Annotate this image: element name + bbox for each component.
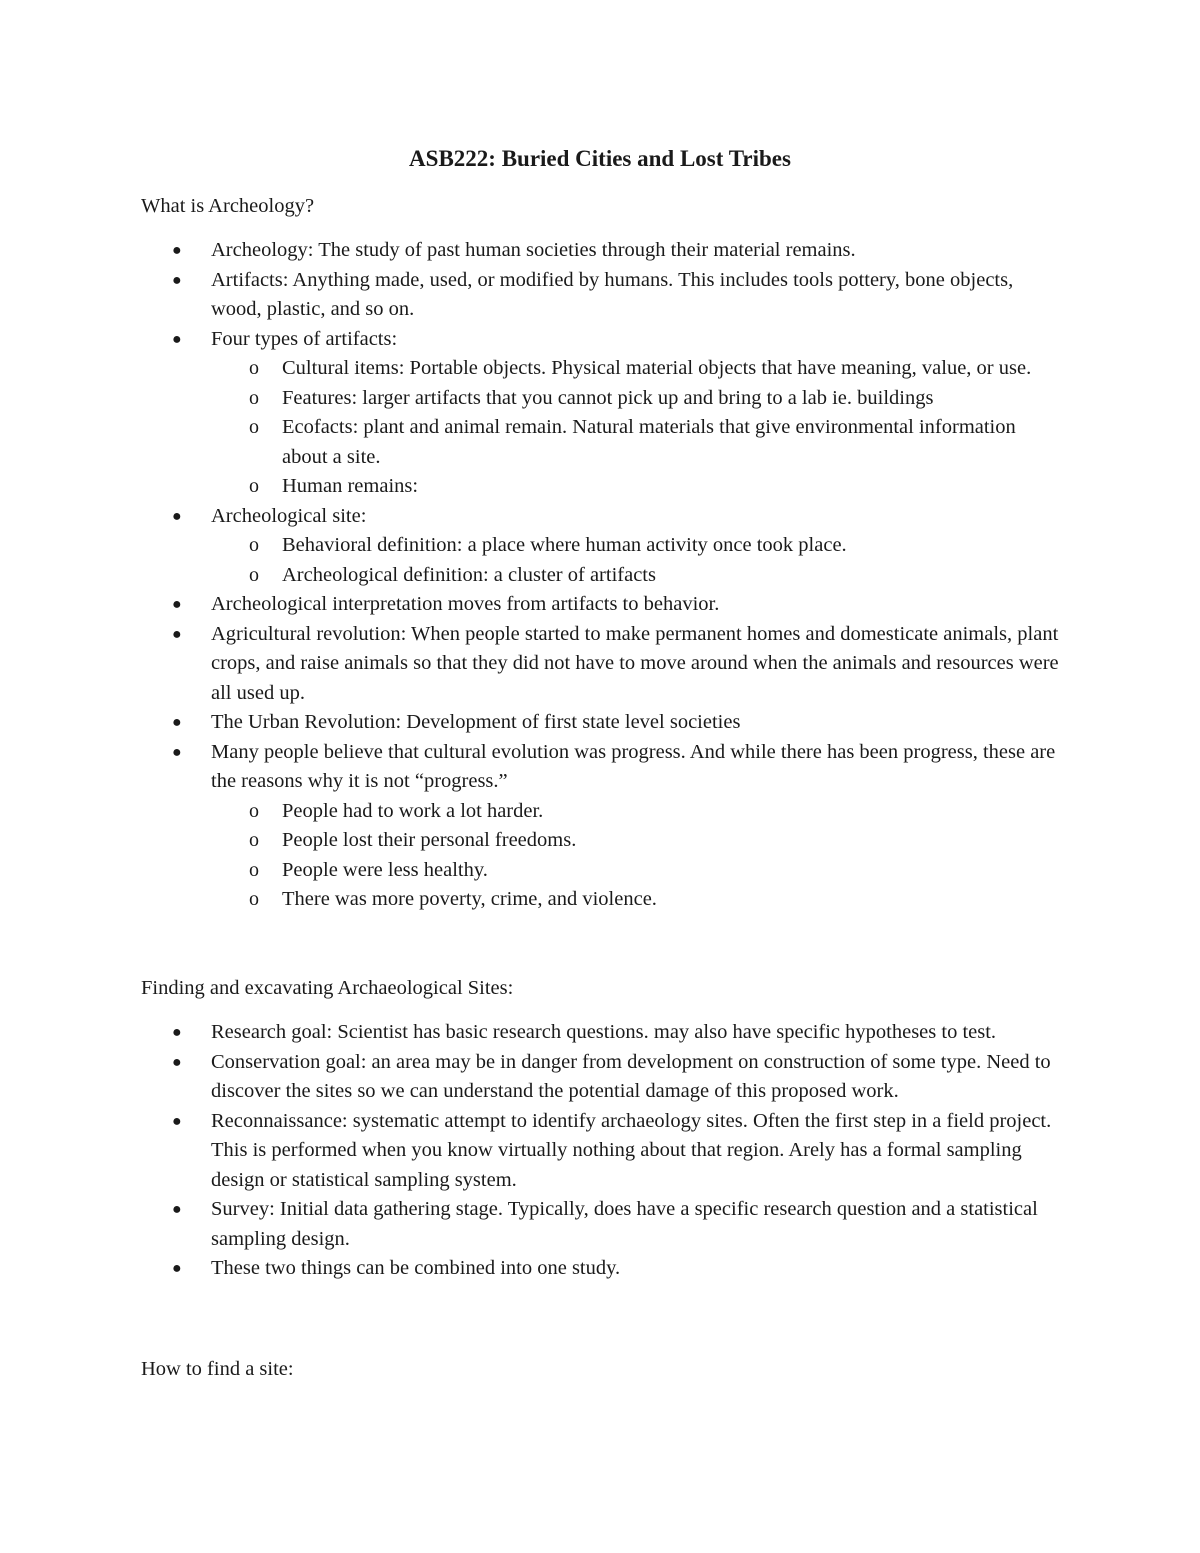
list-item [0,266,1061,325]
list-item [0,1048,1061,1107]
section-heading: What is Archeology? [141,195,315,217]
list-item [0,1018,1061,1048]
bullet-icon: ● [172,1260,182,1277]
list-item-text: Artifacts: Anything made, used, or modified by humans. This includes tools pottery, bone objects, wood, plastic, and so on. [211,268,1014,320]
list-item-text: Archeological site: [211,504,367,527]
list-item [0,590,1061,620]
list-item-text: Ecofacts: plant and animal remain. Natural materials that give environmental information about a site. [282,416,1016,468]
list-item-text: Behavioral definition: a place where human activity once took place. [282,534,847,556]
list-item-text: People lost their personal freedoms. [282,829,577,851]
list-item-text: Conservation goal: an area may be in danger from development on construction of some type. Need to discover the sites so we can understand the potential damage of this proposed work. [211,1050,1051,1102]
bullet-icon: ● [172,330,182,348]
section-heading: Finding and excavating Archaeological Sites: [141,977,514,999]
bullet-icon: ● [172,596,182,613]
sub-list-item [0,561,1062,591]
circle-bullet-icon: o [249,563,259,586]
bullet-icon: ● [172,625,182,643]
section-heading: How to find a site: [141,1358,294,1380]
list-item-text: Archeological definition: a cluster of artifacts [282,563,656,586]
circle-bullet-icon: o [249,534,259,556]
circle-bullet-icon: o [249,799,259,822]
list-item-text: The Urban Revolution: Development of first state level societies [211,711,741,733]
list-item-text: Archeological interpretation moves from artifacts to behavior. [211,593,720,615]
list-item [0,325,1061,355]
list-item-text: People had to work a lot harder. [282,799,544,822]
bullet-icon: ● [172,507,182,525]
bullet-icon: ● [172,1024,182,1041]
sub-list-item [0,354,1062,384]
circle-bullet-icon: o [249,416,259,438]
list-item-text: Human remains: [282,475,419,497]
sub-list-item [0,885,1062,915]
bullet-icon: ● [172,1112,182,1130]
bullet-icon: ● [172,743,182,761]
bullet-icon: ● [172,271,182,289]
bullet-list [0,1018,1200,1284]
list-item [0,738,1061,797]
list-item [0,708,1061,738]
list-item-text: Cultural items: Portable objects. Physical material objects that have meaning, value, or use. [282,357,1032,379]
circle-bullet-icon: o [249,475,259,497]
sub-list-item [0,826,1062,856]
list-item [0,502,1061,532]
bullet-icon: ● [172,714,182,731]
sub-list-item [0,797,1062,827]
list-item [0,620,1061,709]
sub-list-item [0,472,1062,502]
list-item-text: There was more poverty, crime, and violence. [282,888,657,910]
bullet-icon: ● [172,1201,182,1218]
circle-bullet-icon: o [249,357,259,379]
circle-bullet-icon: o [249,888,259,910]
list-item-text: These two things can be combined into one study. [211,1257,621,1279]
circle-bullet-icon: o [249,386,259,409]
list-item-text: Research goal: Scientist has basic research questions. may also have specific hypotheses to test. [211,1021,997,1043]
list-item-text: Many people believe that cultural evolution was progress. And while there has been progress, these are the reasons why it is not “progress.” [211,740,1056,792]
sub-list-item [0,531,1062,561]
circle-bullet-icon: o [249,858,259,881]
circle-bullet-icon: o [249,829,259,851]
bullet-icon: ● [172,1053,182,1071]
sub-list-item [0,856,1062,886]
bullet-icon: ● [172,242,182,259]
list-item [0,1195,1061,1254]
list-item [0,236,1061,266]
sub-list-item [0,384,1062,414]
list-item [0,1107,1061,1196]
list-item-text: Survey: Initial data gathering stage. Typically, does have a specific research question and a statistical sampling design. [211,1198,1038,1250]
list-item [0,1254,1061,1284]
list-item-text: Archeology: The study of past human societies through their material remains. [211,239,856,261]
sub-list-item [0,413,1062,472]
document-title: ASB222: Buried Cities and Lost Tribes [409,146,791,171]
list-item-text: Agricultural revolution: When people started to make permanent homes and domesticate animals, plant crops, and raise animals so that they did not have to move around when the animals and resources were all used up. [211,622,1059,704]
list-item-text: Reconnaissance: systematic attempt to identify archaeology sites. Often the first step in a field project. This is performed when you know virtually nothing about that region. Arely has a formal sampling design or statistical sampling system. [211,1109,1052,1191]
list-item-text: Features: larger artifacts that you cannot pick up and bring to a lab ie. buildings [282,386,934,409]
bullet-list [0,236,1200,915]
list-item-text: Four types of artifacts: [211,327,398,350]
list-item-text: People were less healthy. [282,858,488,881]
